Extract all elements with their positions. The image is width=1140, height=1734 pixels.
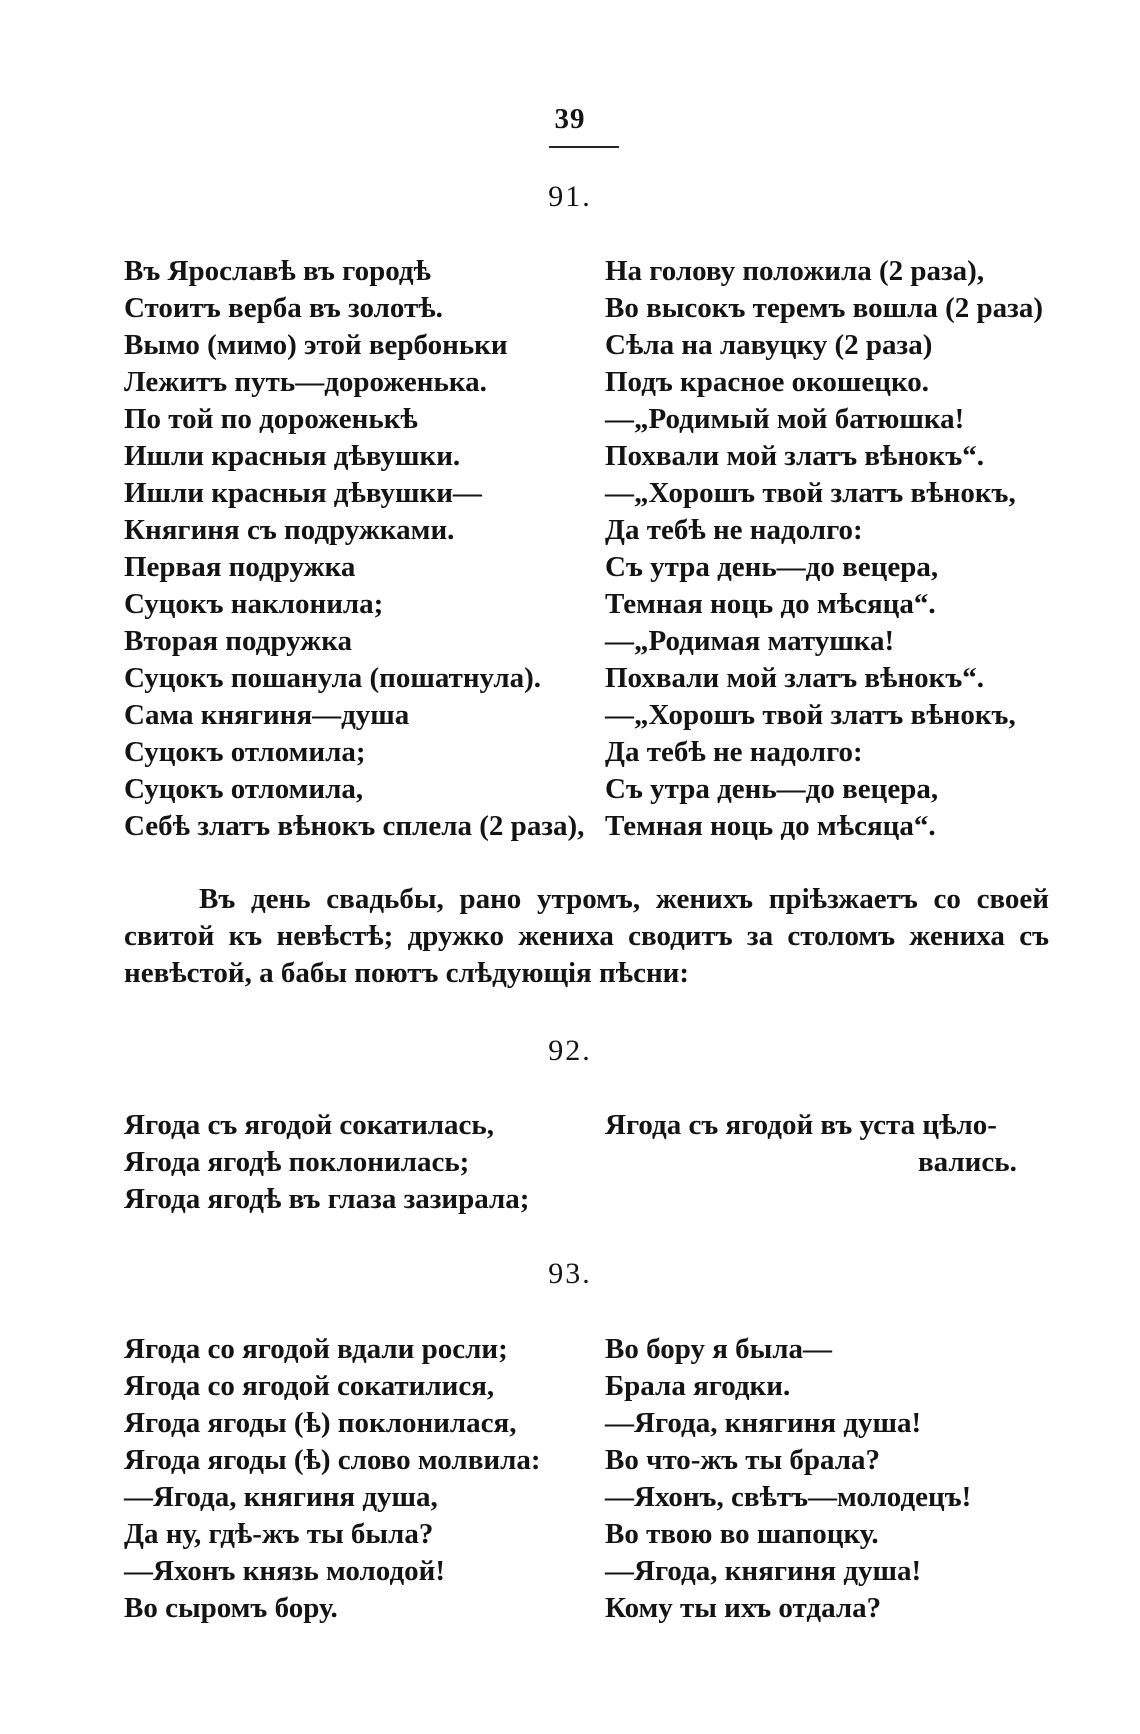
verse-line: Ишли красныя дѣвушки— <box>124 477 482 509</box>
verse-line: Кому ты ихъ отдала? <box>605 1592 882 1624</box>
verse-line: Суцокъ пошанула (пошатнула). <box>124 662 542 694</box>
song-92-number: 92. <box>548 1034 592 1067</box>
verse-line: Да ну, гдѣ-жъ ты была? <box>124 1518 434 1550</box>
verse-line: —Ягода, княгиня душа! <box>605 1407 922 1439</box>
song-91-number: 91. <box>548 180 592 213</box>
prose-line: Въ день свадьбы, рано утромъ, женихъ прiѣзжаетъ со своей <box>199 883 1049 915</box>
verse-line: —„Хорошъ твой златъ вѣнокъ, <box>605 699 1016 731</box>
prose-line: невѣстой, а бабы поютъ слѣдующiя пѣсни: <box>124 957 690 989</box>
hyphenated-continuation: вались. <box>918 1146 1017 1178</box>
song-92-right-column <box>605 1107 1055 1144</box>
verse-line: Ягода ягоды (ѣ) слово молвила: <box>124 1444 541 1476</box>
verse-line: Ишли красныя дѣвушки. <box>124 440 461 472</box>
verse-line: Темная ноць до мѣсяца“. <box>605 810 936 842</box>
verse-line: Вымо (мимо) этой вербоньки <box>124 329 508 361</box>
page-number: 39 <box>554 103 586 135</box>
song-93-number: 93. <box>548 1257 592 1290</box>
verse-line: Въ Ярославѣ въ городѣ <box>124 255 431 287</box>
verse-line: На голову положила (2 раза), <box>605 255 985 287</box>
verse-line: Вторая подружка <box>124 625 352 657</box>
verse-line: Во сыромъ бору. <box>124 1592 338 1624</box>
verse-line: —Ягода, княгиня душа, <box>124 1481 438 1513</box>
verse-line: Княгиня съ подружками. <box>124 514 455 546</box>
verse-line: Ягода ягодѣ въ глаза зазирала; <box>124 1183 530 1215</box>
verse-line: Похвали мой златъ вѣнокъ“. <box>605 662 985 694</box>
verse-line: Суцокъ наклонила; <box>124 588 384 620</box>
verse-line: Ягода со ягодой сокатилися, <box>124 1370 495 1402</box>
verse-line: Ягода со ягодой вдали росли; <box>124 1333 508 1365</box>
verse-line: Первая подружка <box>124 551 356 583</box>
verse-line: Во бору я была— <box>605 1333 833 1365</box>
verse-line: Съ утра день—до вецера, <box>605 773 939 805</box>
verse-line: Стоитъ верба въ золотѣ. <box>124 292 443 324</box>
verse-line: —„Родимая матушка! <box>605 625 895 657</box>
verse-line: Ягода ягодѣ поклонилась; <box>124 1146 470 1178</box>
verse-line: —„Хорошъ твой златъ вѣнокъ, <box>605 477 1016 509</box>
verse-line: Суцокъ отломила, <box>124 773 364 805</box>
verse-line: Брала ягодки. <box>605 1370 791 1402</box>
verse-line: Лежитъ путь—дороженька. <box>124 366 487 398</box>
verse-line: Подъ красное окошецко. <box>605 366 930 398</box>
verse-line: —„Родимый мой батюшка! <box>605 403 965 435</box>
verse-line: Во что-жъ ты брала? <box>605 1444 881 1476</box>
song-93-right-column <box>605 1331 1055 1627</box>
verse-line: Суцокъ отломила; <box>124 736 366 768</box>
verse-line: Съ утра день—до вецера, <box>605 551 939 583</box>
verse-line: Во высокъ теремъ вошла (2 раза) <box>605 292 1043 324</box>
prose-line: свитой къ невѣстѣ; дружко жениха сводитъ за столомъ жениха съ <box>124 920 1049 952</box>
verse-line: —Яхонъ князь молодой! <box>124 1555 446 1587</box>
verse-line: Ягода съ ягодой сокатилась, <box>124 1109 495 1141</box>
page-number-rule <box>549 146 619 148</box>
verse-line: Похвали мой златъ вѣнокъ“. <box>605 440 985 472</box>
verse-line: Ягода ягоды (ѣ) поклонилася, <box>124 1407 517 1439</box>
verse-line: По той по дороженькѣ <box>124 403 418 435</box>
song-93-left-column <box>124 1331 574 1627</box>
song-91-right-column <box>605 253 1055 845</box>
verse-line: —Яхонъ, свѣтъ—молодецъ! <box>605 1481 972 1513</box>
song-91-left-column <box>124 253 585 845</box>
verse-line: Сѣла на лавуцку (2 раза) <box>605 329 933 361</box>
song-92-left-column <box>124 1107 574 1218</box>
prose-paragraph <box>124 881 1049 992</box>
verse-line: Сама княгиня—душа <box>124 699 410 731</box>
verse-line: Да тебѣ не надолго: <box>605 514 863 546</box>
verse-line: Да тебѣ не надолго: <box>605 736 863 768</box>
verse-line: Темная ноць до мѣсяца“. <box>605 588 936 620</box>
verse-line: Ягода съ ягодой въ уста цѣло- <box>605 1109 997 1141</box>
verse-line: Во твою во шапоцку. <box>605 1518 879 1550</box>
verse-line: Себѣ златъ вѣнокъ сплела (2 раза), <box>124 810 585 842</box>
verse-line: —Ягода, княгиня душа! <box>605 1555 922 1587</box>
